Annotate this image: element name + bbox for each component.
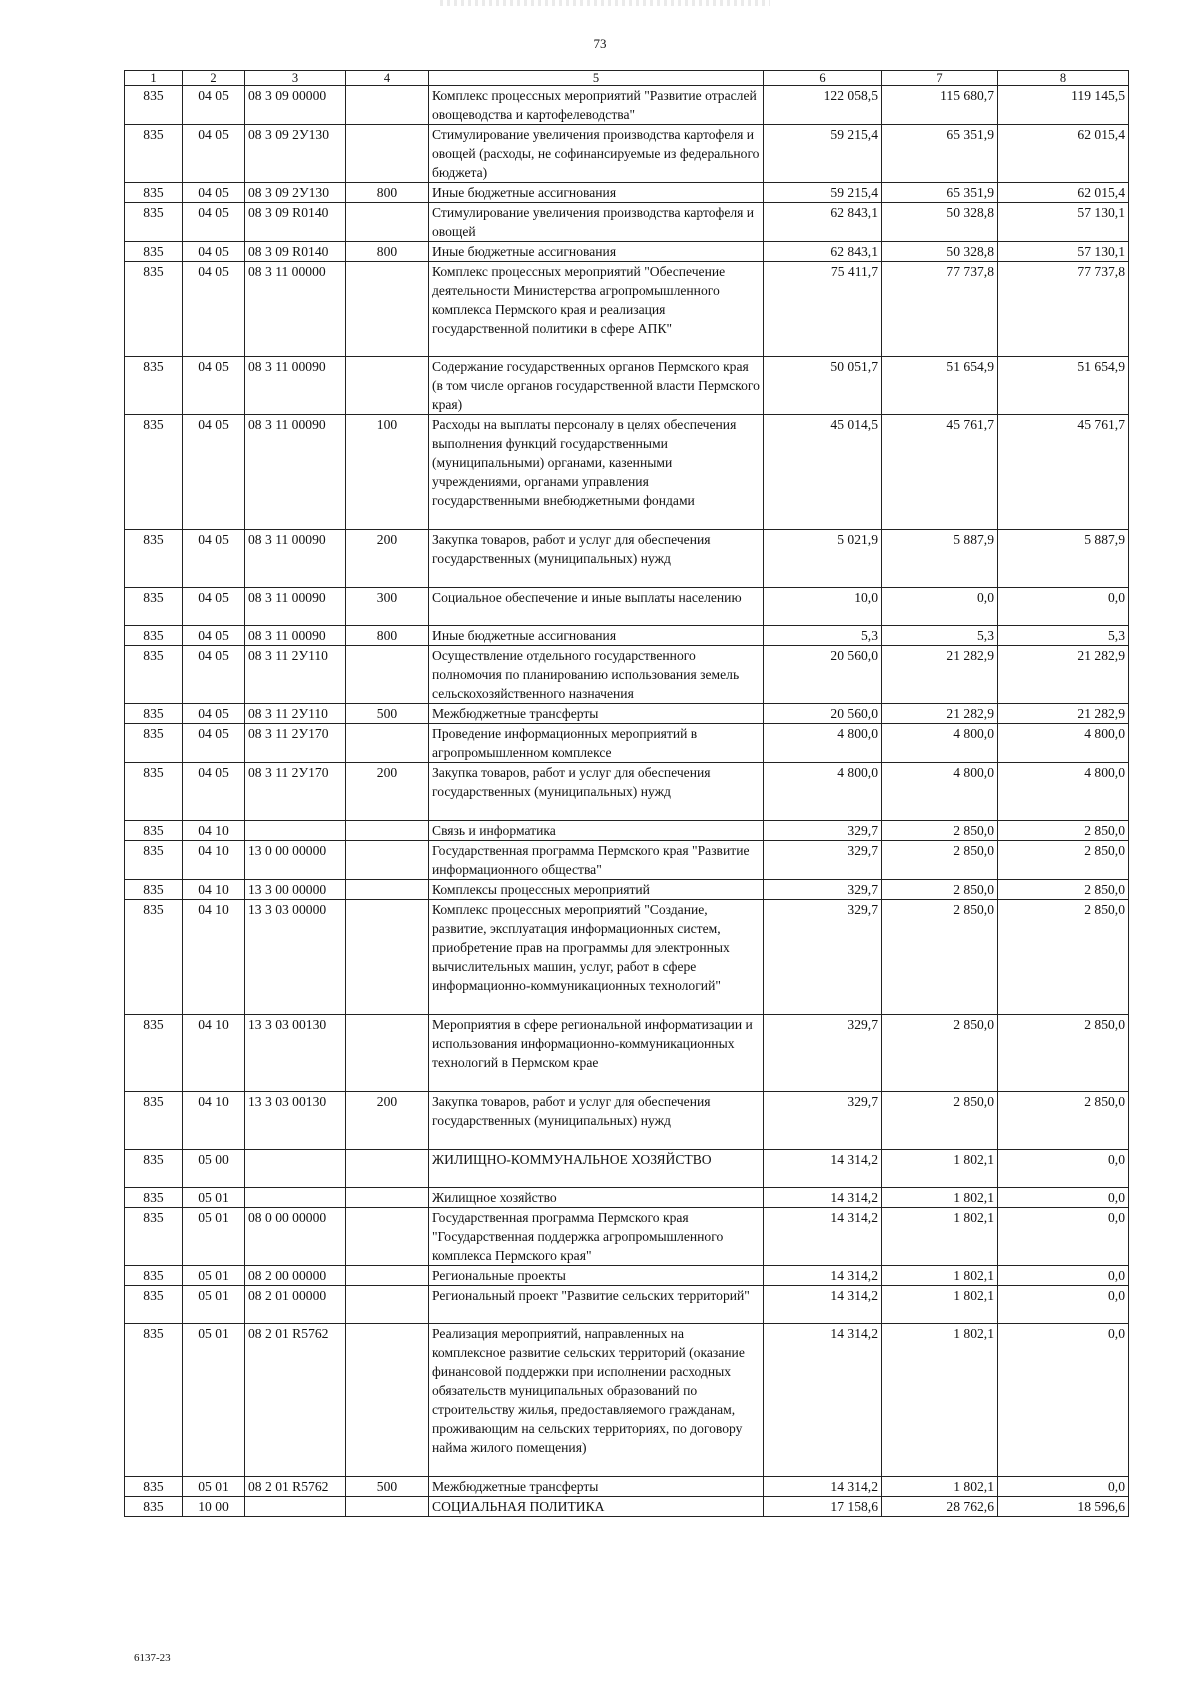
expense-name-cell: Закупка товаров, работ и услуг для обеспечения государственных (муниципальных) нужд [429,530,764,588]
expense-name-cell: Комплекс процессных мероприятий "Создание, развитие, эксплуатация информационных систем, приобретение прав на программы для электронных вычислительных машин, услуг, работ в сфере информационно-коммуникационных технологий" [429,900,764,1015]
amount-2026-cell: 51 654,9 [998,357,1129,415]
table-row [125,1188,1129,1208]
amount-2025-cell: 21 282,9 [882,704,998,724]
budget-code-cell: 835 [125,763,183,821]
amount-2024-cell: 4 800,0 [764,763,882,821]
budget-code-cell: 835 [125,203,183,242]
amount-2025-cell: 77 737,8 [882,262,998,357]
table-row [125,1497,1129,1517]
amount-2026-cell: 0,0 [998,1324,1129,1477]
amount-2024-cell: 5 021,9 [764,530,882,588]
amount-2024-cell: 14 314,2 [764,1477,882,1497]
section-code-cell: 04 05 [183,242,245,262]
budget-code-cell: 835 [125,1477,183,1497]
expense-type-cell: 800 [346,242,429,262]
table-row [125,763,1129,821]
amount-2026-cell: 45 761,7 [998,415,1129,530]
budget-code-cell: 835 [125,530,183,588]
page-number: 73 [593,36,607,51]
amount-2026-cell: 2 850,0 [998,880,1129,900]
section-code-cell: 04 05 [183,763,245,821]
expense-type-cell: 800 [346,626,429,646]
expense-name-cell: Закупка товаров, работ и услуг для обеспечения государственных (муниципальных) нужд [429,763,764,821]
section-code-cell: 04 05 [183,646,245,704]
target-article-cell: 08 0 00 00000 [245,1208,346,1266]
table-row [125,626,1129,646]
table-row [125,415,1129,530]
section-code-cell: 04 05 [183,704,245,724]
amount-2025-cell: 1 802,1 [882,1286,998,1324]
column-header: 5 [429,71,764,86]
expense-name-cell: СОЦИАЛЬНАЯ ПОЛИТИКА [429,1497,764,1517]
amount-2026-cell: 2 850,0 [998,841,1129,880]
amount-2025-cell: 1 802,1 [882,1208,998,1266]
budget-code-cell: 835 [125,262,183,357]
expense-type-cell [346,900,429,1015]
expense-type-cell: 200 [346,530,429,588]
budget-code-cell: 835 [125,841,183,880]
section-code-cell: 04 05 [183,588,245,626]
target-article-cell: 08 3 11 00090 [245,357,346,415]
section-code-cell: 04 05 [183,125,245,183]
amount-2025-cell: 65 351,9 [882,125,998,183]
amount-2024-cell: 17 158,6 [764,1497,882,1517]
expense-type-cell [346,1266,429,1286]
amount-2026-cell: 62 015,4 [998,125,1129,183]
amount-2025-cell: 45 761,7 [882,415,998,530]
section-code-cell: 04 05 [183,626,245,646]
expense-name-cell: Проведение информационных мероприятий в агропромышленном комплексе [429,724,764,763]
expense-type-cell [346,86,429,125]
amount-2025-cell: 0,0 [882,588,998,626]
amount-2025-cell: 21 282,9 [882,646,998,704]
amount-2025-cell: 2 850,0 [882,880,998,900]
expense-name-cell: Расходы на выплаты персоналу в целях обеспечения выполнения функций государственными (муниципальными) органами, казенными учреждениями, органами управления государственными внебюджетными фондами [429,415,764,530]
column-header: 2 [183,71,245,86]
table-row [125,86,1129,125]
target-article-cell: 13 0 00 00000 [245,841,346,880]
expense-name-cell: Комплекс процессных мероприятий "Обеспечение деятельности Министерства агропромышленного комплекса Пермского края и реализация государственной политики в сфере АПК" [429,262,764,357]
section-code-cell: 10 00 [183,1497,245,1517]
expense-type-cell: 300 [346,588,429,626]
amount-2025-cell: 1 802,1 [882,1150,998,1188]
expense-type-cell [346,357,429,415]
amount-2026-cell: 0,0 [998,1477,1129,1497]
expense-type-cell [346,1188,429,1208]
amount-2025-cell: 1 802,1 [882,1324,998,1477]
amount-2026-cell: 57 130,1 [998,203,1129,242]
target-article-cell: 08 3 11 00090 [245,588,346,626]
amount-2024-cell: 14 314,2 [764,1286,882,1324]
budget-code-cell: 835 [125,1208,183,1266]
amount-2025-cell: 50 328,8 [882,242,998,262]
section-code-cell: 04 10 [183,841,245,880]
table-row [125,262,1129,357]
amount-2025-cell: 1 802,1 [882,1188,998,1208]
section-code-cell: 04 05 [183,530,245,588]
amount-2025-cell: 65 351,9 [882,183,998,203]
amount-2024-cell: 329,7 [764,841,882,880]
amount-2025-cell: 2 850,0 [882,1092,998,1150]
section-code-cell: 05 01 [183,1188,245,1208]
amount-2025-cell: 2 850,0 [882,900,998,1015]
amount-2025-cell: 2 850,0 [882,1015,998,1092]
budget-code-cell: 835 [125,626,183,646]
target-article-cell: 08 3 09 2У130 [245,183,346,203]
table-row [125,1266,1129,1286]
table-row [125,588,1129,626]
document-code: 6137-23 [134,1652,171,1664]
amount-2025-cell: 115 680,7 [882,86,998,125]
section-code-cell: 04 05 [183,724,245,763]
amount-2024-cell: 59 215,4 [764,183,882,203]
section-code-cell: 04 10 [183,1092,245,1150]
section-code-cell: 05 00 [183,1150,245,1188]
budget-code-cell: 835 [125,588,183,626]
expense-name-cell: Содержание государственных органов Пермского края (в том числе органов государственной власти Пермского края) [429,357,764,415]
section-code-cell: 05 01 [183,1324,245,1477]
expense-name-cell: Закупка товаров, работ и услуг для обеспечения государственных (муниципальных) нужд [429,1092,764,1150]
table-row [125,880,1129,900]
target-article-cell: 08 3 11 00090 [245,626,346,646]
amount-2026-cell: 0,0 [998,1266,1129,1286]
amount-2026-cell: 57 130,1 [998,242,1129,262]
target-article-cell: 08 3 11 2У170 [245,724,346,763]
column-header: 1 [125,71,183,86]
amount-2024-cell: 50 051,7 [764,357,882,415]
table-row [125,357,1129,415]
budget-table [124,70,1129,1517]
table-row [125,183,1129,203]
expense-name-cell: Осуществление отдельного государственного полномочия по планированию использования земель сельскохозяйственного назначения [429,646,764,704]
expense-name-cell: Государственная программа Пермского края "Государственная поддержка агропромышленного комплекса Пермского края" [429,1208,764,1266]
column-header: 8 [998,71,1129,86]
expense-name-cell: Региональные проекты [429,1266,764,1286]
section-code-cell: 04 10 [183,900,245,1015]
target-article-cell: 08 3 09 00000 [245,86,346,125]
amount-2026-cell: 21 282,9 [998,646,1129,704]
target-article-cell: 08 2 01 R5762 [245,1477,346,1497]
amount-2026-cell: 119 145,5 [998,86,1129,125]
amount-2024-cell: 10,0 [764,588,882,626]
section-code-cell: 04 05 [183,357,245,415]
column-header: 3 [245,71,346,86]
expense-type-cell [346,262,429,357]
table-row [125,125,1129,183]
amount-2026-cell: 0,0 [998,1208,1129,1266]
budget-code-cell: 835 [125,242,183,262]
amount-2026-cell: 0,0 [998,1286,1129,1324]
target-article-cell: 08 3 09 R0140 [245,203,346,242]
amount-2025-cell: 4 800,0 [882,763,998,821]
amount-2025-cell: 5 887,9 [882,530,998,588]
column-number-row [125,71,1129,86]
expense-type-cell: 200 [346,763,429,821]
budget-code-cell: 835 [125,880,183,900]
expense-type-cell [346,1208,429,1266]
amount-2024-cell: 75 411,7 [764,262,882,357]
amount-2026-cell: 77 737,8 [998,262,1129,357]
expense-name-cell: Стимулирование увеличения производства картофеля и овощей [429,203,764,242]
amount-2026-cell: 0,0 [998,588,1129,626]
budget-code-cell: 835 [125,1092,183,1150]
expense-name-cell: Иные бюджетные ассигнования [429,242,764,262]
amount-2024-cell: 122 058,5 [764,86,882,125]
target-article-cell: 13 3 03 00000 [245,900,346,1015]
amount-2026-cell: 4 800,0 [998,724,1129,763]
table-row [125,646,1129,704]
target-article-cell: 08 3 09 R0140 [245,242,346,262]
target-article-cell: 08 3 11 00090 [245,415,346,530]
section-code-cell: 04 05 [183,262,245,357]
amount-2024-cell: 59 215,4 [764,125,882,183]
amount-2026-cell: 5,3 [998,626,1129,646]
amount-2026-cell: 2 850,0 [998,900,1129,1015]
table-row [125,900,1129,1015]
expense-name-cell: Межбюджетные трансферты [429,1477,764,1497]
target-article-cell: 08 3 09 2У130 [245,125,346,183]
expense-name-cell: Стимулирование увеличения производства картофеля и овощей (расходы, не софинансируемые из федерального бюджета) [429,125,764,183]
target-article-cell [245,1150,346,1188]
budget-code-cell: 835 [125,1266,183,1286]
target-article-cell: 08 2 00 00000 [245,1266,346,1286]
table-row [125,203,1129,242]
amount-2025-cell: 2 850,0 [882,841,998,880]
expense-name-cell: Мероприятия в сфере региональной информатизации и использования информационно-коммуникационных технологий в Пермском крае [429,1015,764,1092]
budget-code-cell: 835 [125,1286,183,1324]
expense-type-cell: 200 [346,1092,429,1150]
amount-2025-cell: 28 762,6 [882,1497,998,1517]
amount-2026-cell: 2 850,0 [998,1092,1129,1150]
amount-2025-cell: 50 328,8 [882,203,998,242]
expense-name-cell: Комплекс процессных мероприятий "Развитие отраслей овощеводства и картофелеводства" [429,86,764,125]
amount-2024-cell: 14 314,2 [764,1150,882,1188]
target-article-cell: 08 2 01 R5762 [245,1324,346,1477]
budget-code-cell: 835 [125,1015,183,1092]
section-code-cell: 04 05 [183,86,245,125]
expense-type-cell: 100 [346,415,429,530]
target-article-cell: 08 3 11 00000 [245,262,346,357]
budget-code-cell: 835 [125,704,183,724]
expense-name-cell: Комплексы процессных мероприятий [429,880,764,900]
amount-2025-cell: 4 800,0 [882,724,998,763]
amount-2024-cell: 20 560,0 [764,646,882,704]
expense-type-cell [346,821,429,841]
amount-2024-cell: 329,7 [764,880,882,900]
expense-type-cell [346,880,429,900]
expense-type-cell [346,841,429,880]
table-row [125,1150,1129,1188]
amount-2024-cell: 4 800,0 [764,724,882,763]
expense-type-cell [346,125,429,183]
section-code-cell: 05 01 [183,1208,245,1266]
expense-type-cell: 500 [346,1477,429,1497]
amount-2026-cell: 4 800,0 [998,763,1129,821]
expense-type-cell [346,1324,429,1477]
scan-artifact [440,0,770,6]
amount-2024-cell: 14 314,2 [764,1324,882,1477]
table-row [125,1092,1129,1150]
section-code-cell: 04 05 [183,183,245,203]
table-row [125,1324,1129,1477]
expense-type-cell: 500 [346,704,429,724]
expense-type-cell [346,724,429,763]
amount-2024-cell: 329,7 [764,1092,882,1150]
target-article-cell [245,821,346,841]
target-article-cell: 08 2 01 00000 [245,1286,346,1324]
expense-type-cell [346,203,429,242]
expense-name-cell: ЖИЛИЩНО-КОММУНАЛЬНОЕ ХОЗЯЙСТВО [429,1150,764,1188]
amount-2024-cell: 14 314,2 [764,1208,882,1266]
amount-2026-cell: 0,0 [998,1150,1129,1188]
amount-2025-cell: 1 802,1 [882,1266,998,1286]
section-code-cell: 05 01 [183,1286,245,1324]
target-article-cell [245,1497,346,1517]
expense-name-cell: Реализация мероприятий, направленных на комплексное развитие сельских территорий (оказание финансовой поддержки при исполнении расходных обязательств муниципальных образований по строительству жилья, предоставляемого гражданам, проживающим на сельских территориях, по договору найма жилого помещения) [429,1324,764,1477]
target-article-cell: 08 3 11 2У110 [245,704,346,724]
expense-name-cell: Государственная программа Пермского края "Развитие информационного общества" [429,841,764,880]
expense-name-cell: Связь и информатика [429,821,764,841]
amount-2024-cell: 45 014,5 [764,415,882,530]
table-row [125,1015,1129,1092]
table-row [125,704,1129,724]
amount-2026-cell: 62 015,4 [998,183,1129,203]
expense-name-cell: Жилищное хозяйство [429,1188,764,1208]
amount-2024-cell: 329,7 [764,1015,882,1092]
budget-code-cell: 835 [125,415,183,530]
budget-code-cell: 835 [125,125,183,183]
target-article-cell: 13 3 03 00130 [245,1092,346,1150]
budget-code-cell: 835 [125,183,183,203]
section-code-cell: 04 10 [183,1015,245,1092]
section-code-cell: 04 10 [183,880,245,900]
budget-code-cell: 835 [125,646,183,704]
amount-2024-cell: 329,7 [764,821,882,841]
budget-code-cell: 835 [125,724,183,763]
budget-code-cell: 835 [125,821,183,841]
target-article-cell: 13 3 00 00000 [245,880,346,900]
expense-name-cell: Социальное обеспечение и иные выплаты населению [429,588,764,626]
budget-code-cell: 835 [125,900,183,1015]
expense-type-cell [346,646,429,704]
table-row [125,1477,1129,1497]
amount-2024-cell: 62 843,1 [764,242,882,262]
amount-2024-cell: 5,3 [764,626,882,646]
target-article-cell: 08 3 11 00090 [245,530,346,588]
amount-2026-cell: 0,0 [998,1188,1129,1208]
amount-2024-cell: 62 843,1 [764,203,882,242]
amount-2024-cell: 20 560,0 [764,704,882,724]
amount-2024-cell: 329,7 [764,900,882,1015]
expense-type-cell [346,1015,429,1092]
expense-name-cell: Региональный проект "Развитие сельских территорий" [429,1286,764,1324]
expense-type-cell [346,1150,429,1188]
amount-2025-cell: 2 850,0 [882,821,998,841]
section-code-cell: 05 01 [183,1477,245,1497]
table-row [125,841,1129,880]
section-code-cell: 04 05 [183,415,245,530]
amount-2026-cell: 2 850,0 [998,821,1129,841]
table-row [125,530,1129,588]
target-article-cell: 08 3 11 2У170 [245,763,346,821]
table-row [125,1286,1129,1324]
target-article-cell [245,1188,346,1208]
budget-code-cell: 835 [125,357,183,415]
amount-2026-cell: 2 850,0 [998,1015,1129,1092]
table-row [125,724,1129,763]
target-article-cell: 08 3 11 2У110 [245,646,346,704]
column-header: 4 [346,71,429,86]
amount-2026-cell: 5 887,9 [998,530,1129,588]
amount-2026-cell: 18 596,6 [998,1497,1129,1517]
section-code-cell: 05 01 [183,1266,245,1286]
amount-2025-cell: 1 802,1 [882,1477,998,1497]
budget-code-cell: 835 [125,1497,183,1517]
section-code-cell: 04 10 [183,821,245,841]
expense-type-cell [346,1497,429,1517]
amount-2025-cell: 5,3 [882,626,998,646]
expense-name-cell: Иные бюджетные ассигнования [429,626,764,646]
amount-2026-cell: 21 282,9 [998,704,1129,724]
budget-code-cell: 835 [125,1150,183,1188]
column-header: 7 [882,71,998,86]
section-code-cell: 04 05 [183,203,245,242]
budget-code-cell: 835 [125,1324,183,1477]
amount-2025-cell: 51 654,9 [882,357,998,415]
amount-2024-cell: 14 314,2 [764,1188,882,1208]
table-row [125,821,1129,841]
budget-code-cell: 835 [125,1188,183,1208]
expense-name-cell: Межбюджетные трансферты [429,704,764,724]
expense-type-cell: 800 [346,183,429,203]
column-header: 6 [764,71,882,86]
budget-code-cell: 835 [125,86,183,125]
expense-name-cell: Иные бюджетные ассигнования [429,183,764,203]
target-article-cell: 13 3 03 00130 [245,1015,346,1092]
table-row [125,242,1129,262]
expense-type-cell [346,1286,429,1324]
amount-2024-cell: 14 314,2 [764,1266,882,1286]
table-row [125,1208,1129,1266]
